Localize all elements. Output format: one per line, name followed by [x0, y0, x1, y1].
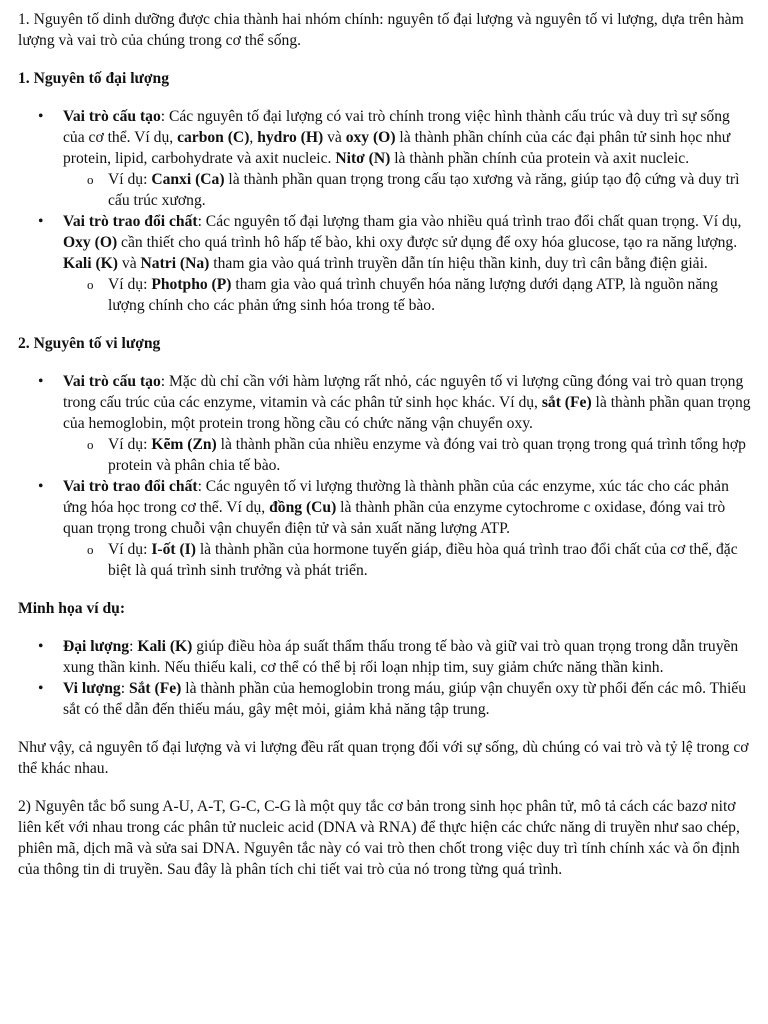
- section-heading-micro: 2. Nguyên tố vi lượng: [18, 335, 161, 352]
- item-label: Vai trò cấu tạo: [63, 108, 161, 125]
- sub-list-item: o Ví dụ: I-ốt (I) là thành phần của hormone tuyến giáp, điều hòa quá trình trao đổi chất của cơ thể, đặc biệt là quá trình sinh trưởng và phát triển.: [108, 539, 751, 581]
- sub-list: [63, 434, 751, 476]
- item-label: Vai trò trao đổi chất: [63, 213, 198, 230]
- list-item: • Vi lượng: Sắt (Fe) là thành phần của hemoglobin trong máu, giúp vận chuyển oxy từ phổi đến các mô. Thiếu sắt có thể dẫn đến thiếu máu, gây mệt mỏi, giảm khả năng tập trung.: [63, 678, 751, 720]
- examples-list: [18, 636, 751, 720]
- sub-list: [63, 169, 751, 211]
- micro-list: [18, 371, 751, 581]
- item-label: Vai trò trao đổi chất: [63, 478, 198, 495]
- sub-list: [63, 274, 751, 316]
- list-item: • Vai trò trao đổi chất: Các nguyên tố đại lượng tham gia vào nhiều quá trình trao đổi chất quan trọng. Ví dụ, Oxy (O) cần thiết cho quá trình hô hấp tế bào, khi oxy được sử dụng để oxy hóa glucose, tạo ra năng lượng. Kali (K) và Natri (Na) tham gia vào quá trình truyền dẫn tín hiệu thần kinh, duy trì cân bằng điện giải. o Ví dụ: Photpho (P) tham gia vào quá trình chuyển hóa năng lượng dưới dạng ATP, là nguồn năng lượng chính cho các phản ứng sinh hóa trong tế bào.: [63, 211, 751, 316]
- list-item: • Đại lượng: Kali (K) giúp điều hòa áp suất thẩm thấu trong tế bào và giữ vai trò quan trọng trong dẫn truyền xung thần kinh. Nếu thiếu kali, cơ thể có thể bị rối loạn nhịp tim, suy giảm chức năng thần kinh.: [63, 636, 751, 678]
- sub-list: [63, 539, 751, 581]
- intro-paragraph: 1. Nguyên tố dinh dưỡng được chia thành hai nhóm chính: nguyên tố đại lượng và nguyên tố vi lượng, dựa trên hàm lượng và vai trò của chúng trong cơ thể sống.: [18, 11, 744, 49]
- sub-list-item: o Ví dụ: Photpho (P) tham gia vào quá trình chuyển hóa năng lượng dưới dạng ATP, là nguồn năng lượng chính cho các phản ứng sinh hóa trong tế bào.: [108, 274, 751, 316]
- sub-list-item: o Ví dụ: Kẽm (Zn) là thành phần của nhiều enzyme và đóng vai trò quan trọng trong quá trình tổng hợp protein và phân chia tế bào.: [108, 434, 751, 476]
- sub-list-item: o Ví dụ: Canxi (Ca) là thành phần quan trọng trong cấu tạo xương và răng, giúp tạo độ cứng và duy trì cấu trúc xương.: [108, 169, 751, 211]
- conclusion-paragraph: Như vậy, cả nguyên tố đại lượng và vi lượng đều rất quan trọng đối với sự sống, dù chúng có vai trò và tỷ lệ trong cơ thể khác nhau.: [18, 739, 749, 777]
- section-heading-examples: Minh họa ví dụ:: [18, 600, 126, 617]
- list-item: • Vai trò cấu tạo: Mặc dù chỉ cần với hàm lượng rất nhỏ, các nguyên tố vi lượng cũng đóng vai trò quan trọng trong cấu trúc của các enzyme, vitamin và các phân tử sinh học khác. Ví dụ, sắt (Fe) là thành phần quan trọng của hemoglobin, một protein trong hồng cầu có chức năng vận chuyển oxy. o Ví dụ: Kẽm (Zn) là thành phần của nhiều enzyme và đóng vai trò quan trọng trong quá trình tổng hợp protein và phân chia tế bào.: [63, 371, 751, 476]
- list-item: • Vai trò trao đổi chất: Các nguyên tố vi lượng thường là thành phần của các enzyme, xúc tác cho các phản ứng hóa học trong cơ thể. Ví dụ, đồng (Cu) là thành phần của enzyme cytochrome c oxidase, đóng vai trò quan trọng trong chuỗi vận chuyển điện tử và sản xuất năng lượng ATP. o Ví dụ: I-ốt (I) là thành phần của hormone tuyến giáp, điều hòa quá trình trao đổi chất của cơ thể, đặc biệt là quá trình sinh trưởng và phát triển.: [63, 476, 751, 581]
- item-label: Đại lượng: [63, 638, 130, 655]
- list-item: • Vai trò cấu tạo: Các nguyên tố đại lượng có vai trò chính trong việc hình thành cấu trúc và duy trì sự sống của cơ thể. Ví dụ, carbon (C), hydro (H) và oxy (O) là thành phần chính của các đại phân tử sinh học như protein, lipid, carbohydrate và axit nucleic. Nitơ (N) là thành phần chính của protein và axit nucleic. o Ví dụ: Canxi (Ca) là thành phần quan trọng trong cấu tạo xương và răng, giúp tạo độ cứng và duy trì cấu trúc xương.: [63, 106, 751, 211]
- item-label: Vi lượng: [63, 680, 121, 697]
- part2-paragraph: 2) Nguyên tắc bổ sung A-U, A-T, G-C, C-G là một quy tắc cơ bản trong sinh học phân tử, mô tả cách các bazơ nitơ liên kết với nhau trong các phân tử nucleic acid (DNA và RNA) để thực hiện các chức năng di truyền như sao chép, phiên mã, dịch mã và sửa sai DNA. Nguyên tắc này có vai trò then chốt trong việc duy trì tính chính xác và ổn định của thông tin di truyền. Sau đây là phân tích chi tiết vai trò của nó trong từng quá trình.: [18, 798, 740, 878]
- item-label: Vai trò cấu tạo: [63, 373, 161, 390]
- macro-list: [18, 106, 751, 316]
- section-heading-macro: 1. Nguyên tố đại lượng: [18, 70, 169, 87]
